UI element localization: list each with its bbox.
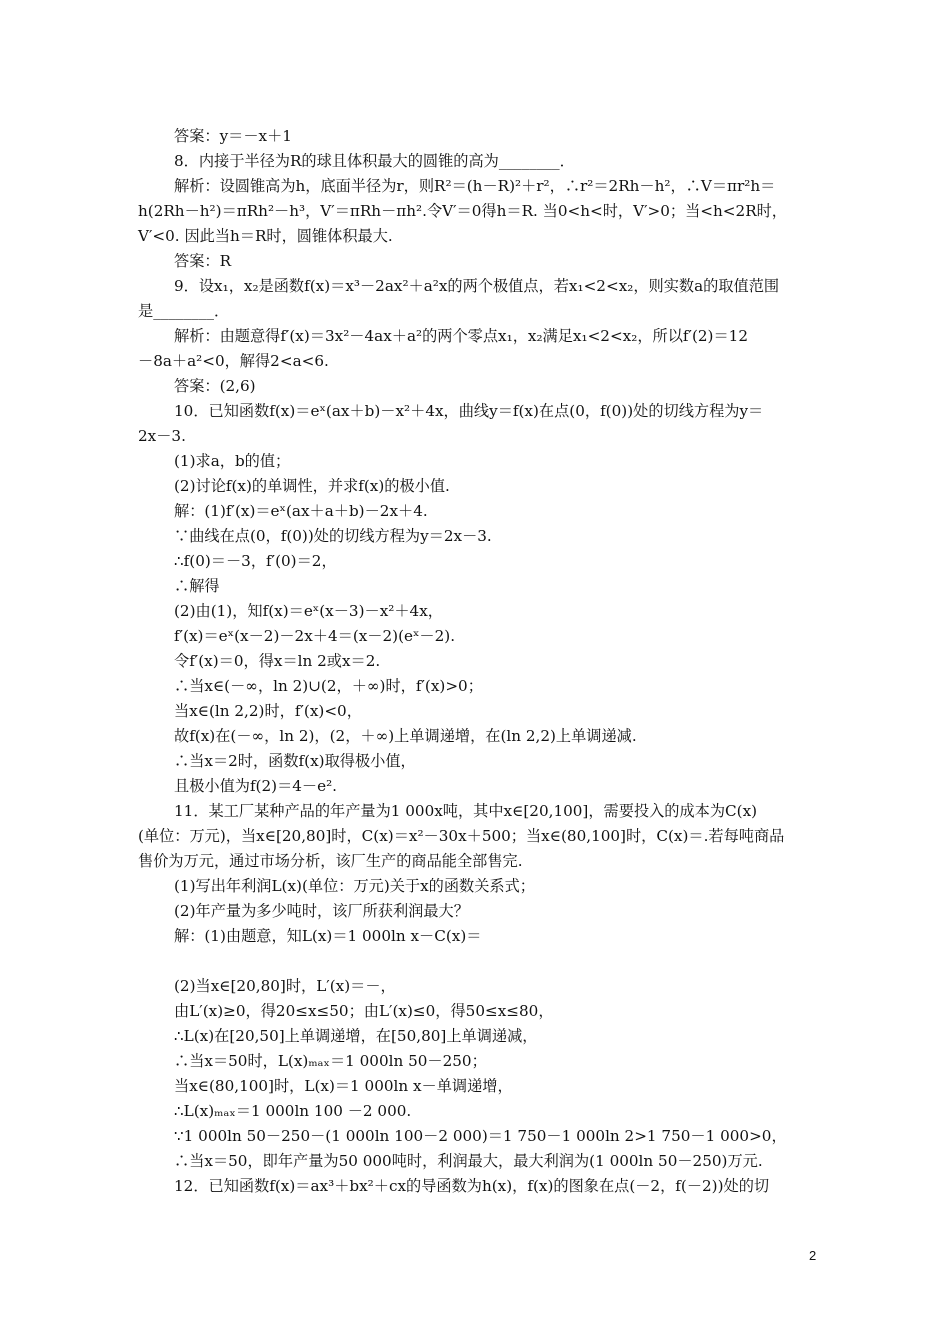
text-line: 9．设x₁，x₂是函数f(x)＝x³－2ax²＋a²x的两个极值点，若x₁<2<x₂，则实数a的取值范围 — [174, 277, 780, 295]
text-line: ∴L(x)在[20,50]上单调递增，在[50,80]上单调递减， — [174, 1027, 538, 1045]
text-line: 当x∈(80,100]时，L(x)＝1 000ln x－单调递增， — [174, 1077, 513, 1095]
text-line: (2)当x∈[20,80]时，L′(x)＝－， — [174, 977, 396, 995]
text-line: ∴当x＝2时，函数f(x)取得极小值， — [174, 752, 416, 770]
text-line: 答案：y＝－x＋1 — [174, 127, 292, 145]
text-line: 12．已知函数f(x)＝ax³＋bx²＋cx的导函数为h(x)，f(x)的图象在点(－2，f(－2))处的切 — [174, 1177, 770, 1195]
text-line: 售价为万元，通过市场分析，该厂生产的商品能全部售完. — [138, 852, 523, 870]
text-line: 11．某工厂某种产品的年产量为1 000x吨，其中x∈[20,100]，需要投入的成本为C(x) — [174, 802, 758, 820]
text-line: －8a＋a²<0，解得2<a<6. — [138, 352, 329, 370]
page-number: 2 — [809, 1248, 817, 1263]
text-line: (1)写出年利润L(x)(单位：万元)关于x的函数关系式； — [174, 877, 535, 895]
text-line: h(2Rh－h²)＝πRh²－h³，V′＝πRh－πh².令V′＝0得h＝R. 当0<h<时，V′>0；当<h<2R时， — [138, 202, 787, 220]
text-line: 由L′(x)≥0，得20≤x≤50；由L′(x)≤0，得50≤x≤80， — [174, 1002, 554, 1020]
text-line: ∴L(x)ₘₐₓ＝1 000ln 100 －2 000. — [174, 1102, 412, 1120]
text-line: 2x－3. — [138, 427, 186, 445]
text-line: (单位：万元)，当x∈[20,80]时，C(x)＝x²－30x＋500；当x∈(80,100]时，C(x)＝.若每吨商品 — [138, 827, 785, 845]
text-line: 10．已知函数f(x)＝eˣ(ax＋b)－x²＋4x，曲线y＝f(x)在点(0，f(0))处的切线方程为y＝ — [174, 402, 764, 420]
text-line: 且极小值为f(2)＝4－e². — [174, 777, 338, 795]
text-line: (1)求a，b的值； — [174, 452, 291, 470]
text-line: f′(x)＝eˣ(x－2)－2x＋4＝(x－2)(eˣ－2). — [174, 627, 456, 645]
text-line: (2)由(1)，知f(x)＝eˣ(x－3)－x²＋4x， — [174, 602, 443, 620]
text-line: 解：(1)f′(x)＝eˣ(ax＋a＋b)－2x＋4. — [174, 502, 428, 520]
text-line: V′<0. 因此当h＝R时，圆锥体积最大. — [138, 227, 393, 245]
text-line: (2)讨论f(x)的单调性，并求f(x)的极小值. — [174, 477, 450, 495]
text-line: 答案：(2,6) — [174, 377, 256, 395]
text-line: 当x∈(ln 2,2)时，f′(x)<0， — [174, 702, 362, 720]
text-line: ∴当x＝50时，L(x)ₘₐₓ＝1 000ln 50－250； — [174, 1052, 487, 1070]
text-line: ∵1 000ln 50－250－(1 000ln 100－2 000)＝1 750－1 000ln 2>1 750－1 000>0， — [174, 1127, 787, 1145]
text-line: 是________． — [138, 302, 230, 320]
text-line: ∴f(0)＝－3，f′(0)＝2， — [174, 552, 337, 570]
text-line: 答案：R — [174, 252, 231, 270]
text-line: ∴解得 — [174, 577, 220, 595]
text-line: 8．内接于半径为R的球且体积最大的圆锥的高为________． — [174, 152, 575, 170]
text-line: ∴当x∈(－∞，ln 2)∪(2，＋∞)时，f′(x)>0； — [174, 677, 483, 695]
text-line: ∵曲线在点(0，f(0))处的切线方程为y＝2x－3. — [174, 527, 492, 545]
text-line: (2)年产量为多少吨时，该厂所获利润最大？ — [174, 902, 469, 920]
text-line: 解析：由题意得f′(x)＝3x²－4ax＋a²的两个零点x₁，x₂满足x₁<2<x₂，所以f′(2)＝12 — [174, 327, 748, 345]
text-line: 解析：设圆锥高为h，底面半径为r，则R²＝(h－R)²＋r²，∴r²＝2Rh－h²，∴V＝πr²h＝ — [174, 177, 776, 195]
text-line: 故f(x)在(－∞，ln 2)，(2，＋∞)上单调递增，在(ln 2,2)上单调递减. — [174, 727, 637, 745]
text-line: 解：(1)由题意，知L(x)＝1 000ln x－C(x)＝ — [174, 927, 482, 945]
text-line: 令f′(x)＝0，得x＝ln 2或x＝2. — [174, 652, 381, 670]
text-line: ∴当x＝50，即年产量为50 000吨时，利润最大，最大利润为(1 000ln 50－250)万元. — [174, 1152, 763, 1170]
